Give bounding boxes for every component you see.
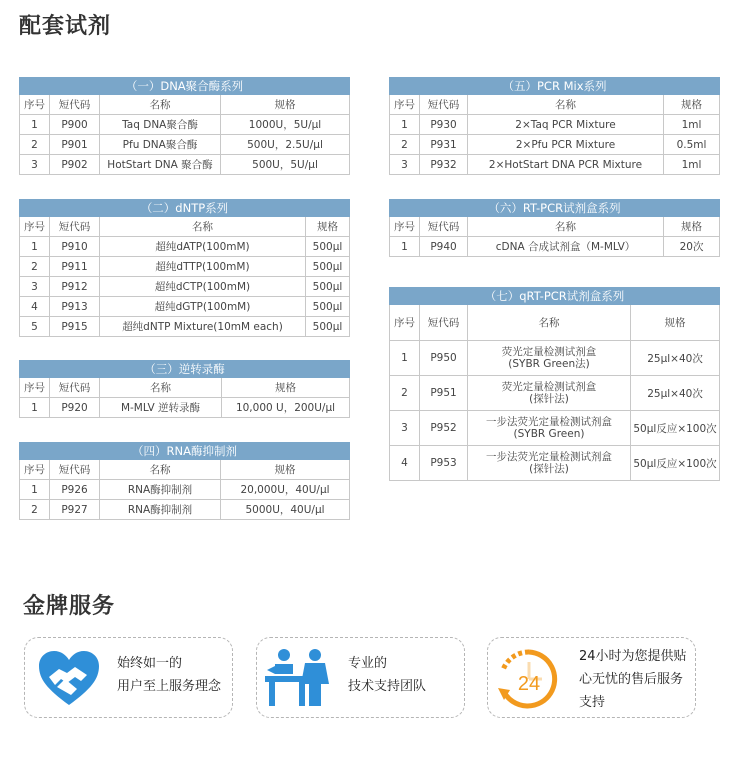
table-caption: （四）RNA酶抑制剂 (20, 443, 350, 460)
cell-name-line1: 荧光定量检测试剂盒 (501, 346, 597, 358)
cell-name: RNA酶抑制剂 (100, 500, 221, 520)
cell-code: P932 (420, 155, 468, 175)
table-caption: （二）dNTP系列 (20, 200, 350, 217)
table-row (20, 277, 350, 297)
cell-no: 2 (390, 376, 420, 411)
cell-code: P915 (50, 317, 100, 337)
cell-code: P926 (50, 480, 100, 500)
cell-name-line1: 一步法荧光定量检测试剂盒 (486, 416, 612, 428)
column-header-no: 序号 (390, 217, 420, 237)
cell-no: 1 (20, 480, 50, 500)
column-header-spec: 规格 (306, 217, 350, 237)
cell-spec: 50μl反应×100次 (631, 446, 720, 481)
cell-code: P901 (50, 135, 100, 155)
cell-name (468, 446, 631, 481)
table-row (20, 480, 350, 500)
column-header-no: 序号 (20, 95, 50, 115)
cell-name: 超纯dGTP(100mM) (100, 297, 306, 317)
table-row (20, 297, 350, 317)
cell-name (468, 411, 631, 446)
column-header-spec: 规格 (222, 378, 350, 398)
cell-spec: 1ml (664, 115, 720, 135)
cell-code: P950 (420, 341, 468, 376)
service-text-line1: 专业的 (348, 656, 388, 671)
services-title: 金牌服务 (23, 594, 116, 619)
table-row (20, 398, 350, 418)
cell-no: 1 (390, 237, 420, 257)
cell-name-line1: 荧光定量检测试剂盒 (501, 381, 597, 393)
column-header-no: 序号 (20, 217, 50, 237)
cell-name-line2: (探针法) (529, 463, 569, 475)
cell-name: 2×HotStart DNA PCR Mixture (468, 155, 664, 175)
cell-name: 超纯dTTP(100mM) (100, 257, 306, 277)
service-text-line1: 24小时为您提供贴 (579, 649, 687, 664)
qrt-pcr-kit-table (389, 287, 720, 481)
cell-code: P902 (50, 155, 100, 175)
cell-no: 1 (20, 398, 50, 418)
dna-polymerase-table (19, 77, 350, 175)
cell-name: 超纯dNTP Mixture(10mM each) (100, 317, 306, 337)
cell-spec: 500μl (306, 317, 350, 337)
cell-code: P940 (420, 237, 468, 257)
column-header-code: 短代码 (50, 460, 100, 480)
table-caption: （七）qRT-PCR试剂盒系列 (390, 288, 720, 305)
cell-no: 3 (20, 155, 50, 175)
service-text-line2: 心无忧的售后服务 (579, 672, 684, 687)
column-header-code: 短代码 (420, 305, 468, 341)
table-row (390, 115, 720, 135)
cell-spec: 5000U，40U/μl (221, 500, 350, 520)
cell-spec: 20,000U，40U/μl (221, 480, 350, 500)
cell-name-line2: (SYBR Green) (513, 428, 585, 440)
rnase-inhibitor-table (19, 442, 350, 520)
cell-name: HotStart DNA 聚合酶 (100, 155, 221, 175)
column-header-spec: 规格 (221, 95, 350, 115)
cell-spec: 500U，5U/μl (221, 155, 350, 175)
24-hour-icon (496, 648, 562, 710)
table-row (20, 115, 350, 135)
cell-code: P912 (50, 277, 100, 297)
table-row (390, 446, 720, 481)
cell-no: 3 (390, 155, 420, 175)
column-header-spec: 规格 (221, 460, 350, 480)
support-team-icon (263, 646, 335, 710)
service-card-24h-support (487, 637, 696, 718)
column-header-spec: 规格 (664, 217, 720, 237)
cell-spec: 10,000 U，200U/μl (222, 398, 350, 418)
cell-no: 2 (20, 135, 50, 155)
cell-name: RNA酶抑制剂 (100, 480, 221, 500)
cell-name: 2×Taq PCR Mixture (468, 115, 664, 135)
cell-no: 1 (20, 115, 50, 135)
cell-code: P930 (420, 115, 468, 135)
table-row (390, 155, 720, 175)
cell-no: 4 (20, 297, 50, 317)
cell-spec: 500μl (306, 237, 350, 257)
cell-spec: 25μl×40次 (631, 341, 720, 376)
column-header-code: 短代码 (420, 217, 468, 237)
table-row (20, 155, 350, 175)
cell-no: 3 (20, 277, 50, 297)
cell-no: 4 (390, 446, 420, 481)
cell-name: Pfu DNA聚合酶 (100, 135, 221, 155)
reagents-title: 配套试剂 (19, 14, 112, 39)
cell-no: 2 (20, 257, 50, 277)
cell-spec: 1ml (664, 155, 720, 175)
cell-name (468, 341, 631, 376)
cell-code: P953 (420, 446, 468, 481)
cell-spec: 500U，2.5U/μl (221, 135, 350, 155)
column-header-code: 短代码 (420, 95, 468, 115)
column-header-no: 序号 (390, 95, 420, 115)
cell-name-line1: 一步法荧光定量检测试剂盒 (486, 451, 612, 463)
cell-code: P913 (50, 297, 100, 317)
service-text-line3: 支持 (579, 695, 606, 710)
reverse-transcriptase-table (19, 360, 350, 418)
cell-spec: 500μl (306, 277, 350, 297)
table-row (390, 376, 720, 411)
column-header-name: 名称 (100, 217, 306, 237)
table-row (390, 411, 720, 446)
column-header-code: 短代码 (50, 217, 100, 237)
cell-name-line2: (SYBR Green法) (508, 358, 590, 370)
cell-no: 3 (390, 411, 420, 446)
cell-no: 2 (390, 135, 420, 155)
table-caption: （一）DNA聚合酶系列 (20, 78, 350, 95)
cell-name: cDNA 合成试剂盒（M-MLV） (468, 237, 664, 257)
table-row (20, 257, 350, 277)
cell-no: 1 (390, 115, 420, 135)
column-header-name: 名称 (468, 305, 631, 341)
table-row (20, 317, 350, 337)
cell-spec: 0.5ml (664, 135, 720, 155)
cell-name: 超纯dATP(100mM) (100, 237, 306, 257)
column-header-no: 序号 (20, 460, 50, 480)
cell-name-line2: (探针法) (529, 393, 569, 405)
cell-no: 1 (20, 237, 50, 257)
column-header-name: 名称 (100, 95, 221, 115)
cell-spec: 500μl (306, 257, 350, 277)
column-header-spec: 规格 (631, 305, 720, 341)
cell-code: P927 (50, 500, 100, 520)
table-row (20, 237, 350, 257)
cell-no: 5 (20, 317, 50, 337)
table-row (390, 135, 720, 155)
cell-name: M-MLV 逆转录酶 (100, 398, 222, 418)
cell-spec: 1000U，5U/μl (221, 115, 350, 135)
table-row (390, 237, 720, 257)
service-card-support-team (256, 637, 465, 718)
column-header-code: 短代码 (50, 95, 100, 115)
column-header-spec: 规格 (664, 95, 720, 115)
cell-spec: 500μl (306, 297, 350, 317)
column-header-name: 名称 (468, 217, 664, 237)
cell-no: 1 (390, 341, 420, 376)
column-header-name: 名称 (100, 460, 221, 480)
column-header-name: 名称 (468, 95, 664, 115)
service-text-line1: 始终如一的 (117, 656, 183, 671)
service-text-line2: 用户至上服务理念 (117, 679, 222, 694)
column-header-name: 名称 (100, 378, 222, 398)
table-row (20, 500, 350, 520)
service-card-user-first (24, 637, 233, 718)
cell-name: Taq DNA聚合酶 (100, 115, 221, 135)
cell-code: P900 (50, 115, 100, 135)
cell-spec: 50μl反应×100次 (631, 411, 720, 446)
cell-no: 2 (20, 500, 50, 520)
table-row (20, 135, 350, 155)
column-header-no: 序号 (20, 378, 50, 398)
column-header-no: 序号 (390, 305, 420, 341)
cell-spec: 20次 (664, 237, 720, 257)
handshake-heart-icon (37, 649, 101, 707)
table-caption: （五）PCR Mix系列 (390, 78, 720, 95)
24-hour-icon-text: 24 (517, 673, 541, 695)
cell-code: P951 (420, 376, 468, 411)
table-caption: （六）RT-PCR试剂盒系列 (390, 200, 720, 217)
pcr-mix-table (389, 77, 720, 175)
table-row (390, 341, 720, 376)
cell-name: 2×Pfu PCR Mixture (468, 135, 664, 155)
dntp-table (19, 199, 350, 337)
service-text-line2: 技术支持团队 (348, 679, 427, 694)
cell-code: P920 (50, 398, 100, 418)
cell-code: P911 (50, 257, 100, 277)
cell-spec: 25μl×40次 (631, 376, 720, 411)
cell-code: P931 (420, 135, 468, 155)
rt-pcr-kit-table (389, 199, 720, 257)
cell-name: 超纯dCTP(100mM) (100, 277, 306, 297)
cell-name (468, 376, 631, 411)
table-caption: （三）逆转录酶 (20, 361, 350, 378)
cell-code: P952 (420, 411, 468, 446)
cell-code: P910 (50, 237, 100, 257)
column-header-code: 短代码 (50, 378, 100, 398)
